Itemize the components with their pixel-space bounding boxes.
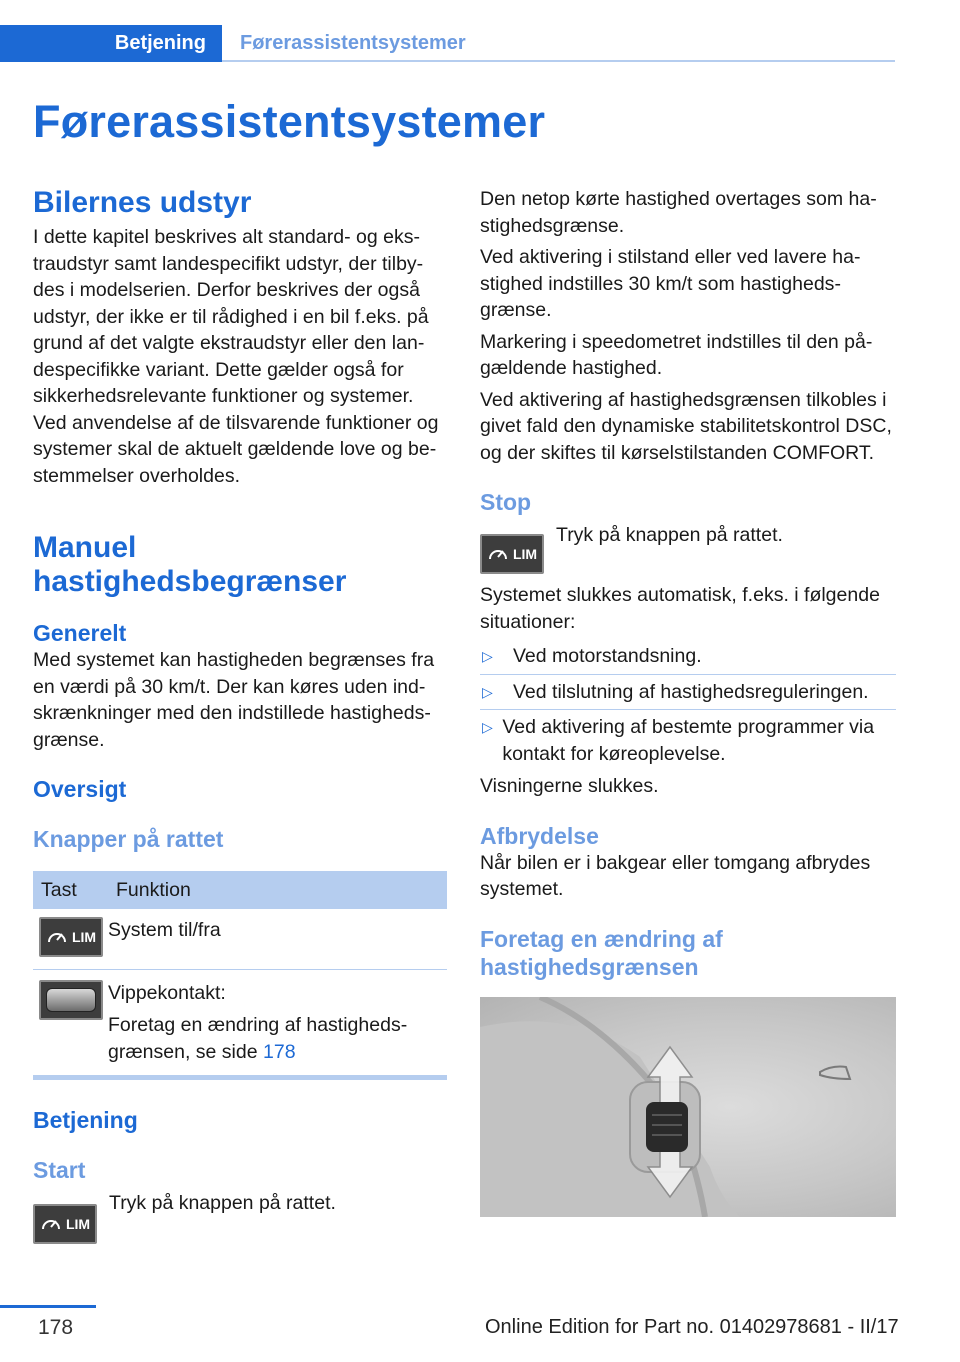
lim-label: LIM (512, 546, 538, 562)
speedometer-icon (487, 545, 509, 563)
paragraph-speedometer: Markering i speedometret indstilles til den pågældende hastighed. (480, 330, 873, 379)
table-row (33, 909, 447, 969)
keys-table (33, 871, 447, 1075)
list-item: ▷ Ved aktivering af bestemte programmer via kontakt for køreoplevelse. (480, 710, 896, 771)
heading-stop: Stop (480, 489, 532, 515)
tab-betjening[interactable]: Betjening (0, 25, 222, 62)
steering-wheel-illustration (480, 997, 896, 1217)
bullet-triangle-icon: ▷ (482, 719, 493, 735)
heading-buttons: Knapper på rattet (33, 826, 224, 852)
paragraph-interrupt: Når bilen er i bakgear eller tomgang afbrydes systemet. (480, 851, 871, 900)
list-item: ▷ Ved tilslutning af hastighedsreguleringen. (480, 675, 896, 711)
right-column (480, 186, 896, 1217)
heading-overview: Oversigt (33, 776, 127, 802)
paragraph-dsc: Ved aktivering af hastighedsgrænsen tilkobles i givet fald den dynamiske stabilitetskontrol DSC, og der skiftes til kørselstilstanden COMFORT. (480, 388, 892, 464)
edition-note: Online Edition for Part no. 01402978681 - II/17 (485, 1316, 899, 1338)
heading-change-limit: Foretag en ændring af hastighedsgrænsen (480, 925, 723, 980)
steering-wheel-rocker-photo (480, 997, 896, 1217)
lim-button-icon (33, 1204, 97, 1244)
paragraph-standstill: Ved aktivering i stilstand eller ved lavere hastighed indstilles 30 km/t som hastighedsgrænse. (480, 246, 861, 321)
tab-section[interactable]: Førerassistentsystemer (240, 32, 466, 54)
stop-instruction (480, 522, 896, 574)
bullet-list (480, 639, 896, 771)
bullet-triangle-icon: ▷ (482, 683, 493, 700)
paragraph-displays-off: Visningerne slukkes. (480, 775, 659, 797)
header-divider (222, 60, 895, 62)
heading-interrupt: Afbrydelse (480, 822, 599, 849)
page-title: Førerassistentsystemer (33, 96, 546, 147)
heading-equipment: Bilernes udstyr (33, 186, 252, 219)
start-instruction (33, 1190, 447, 1244)
paragraph-auto-off: Systemet slukkes automatisk, f.eks. i følgende situationer: (480, 584, 880, 633)
table-end-rule (33, 1075, 447, 1080)
paragraph-general: Med systemet kan hastigheden begrænses fra en værdi på 30 km/t. Der kan køres uden indskrænkninger med den indstillede hastighedsgrænse. (33, 649, 435, 751)
lim-button-icon (39, 917, 103, 957)
paragraph-stop: Tryk på knappen på rattet. (556, 524, 783, 546)
lim-button-icon (480, 534, 544, 574)
heading-operation: Betjening (33, 1107, 138, 1133)
page-number: 178 (38, 1316, 74, 1339)
bullet-triangle-icon: ▷ (482, 648, 493, 664)
paragraph-equipment: I dette kapitel beskrives alt standard- og ekstraudstyr samt landespecifikt udstyr, der tilbydes i modelserien. Derfor beskrives der også udstyr, der ikke er til rådighed i en bil f.eks. på grund af det valgte ekstraudstyr eller den landespecifikke variant. Dette gælder også for sikkerhedsrelevante funktioner og systemer. Ved anvendelse af de tilsvarende funktioner og systemer skal de aktuelt gældende love og bestemmelser overholdes. (33, 226, 439, 487)
table-header-key: Tast (33, 871, 108, 909)
header-bar (0, 25, 895, 62)
speedometer-icon (40, 1215, 62, 1233)
heading-limiter: Manuel hastighedsbegrænser (33, 531, 347, 598)
paragraph-speed-taken: Den netop kørte hastighed overtages som hastighedsgrænse. (480, 188, 877, 237)
lim-label: LIM (65, 1216, 91, 1232)
left-column (33, 186, 447, 1244)
lim-label: LIM (71, 928, 97, 945)
heading-start: Start (33, 1157, 86, 1183)
rocker-switch-icon (39, 980, 103, 1020)
table-cell-rocker-title: Vippekontakt: (108, 981, 226, 1004)
table-cell-rocker-desc: Foretag en ændring af hastighedsgrænsen, se side 178 (108, 1014, 408, 1063)
speedometer-icon (46, 928, 68, 946)
table-header-function: Funktion (108, 871, 447, 909)
paragraph-start: Tryk på knappen på rattet. (109, 1192, 336, 1214)
list-item: ▷ Ved motorstandsning. (480, 639, 896, 675)
page-ref-link[interactable]: 178 (263, 1040, 296, 1063)
table-row (33, 969, 447, 1075)
heading-general: Generelt (33, 620, 127, 646)
table-cell-function: System til/fra (108, 909, 447, 969)
footer-rule (0, 1305, 96, 1308)
